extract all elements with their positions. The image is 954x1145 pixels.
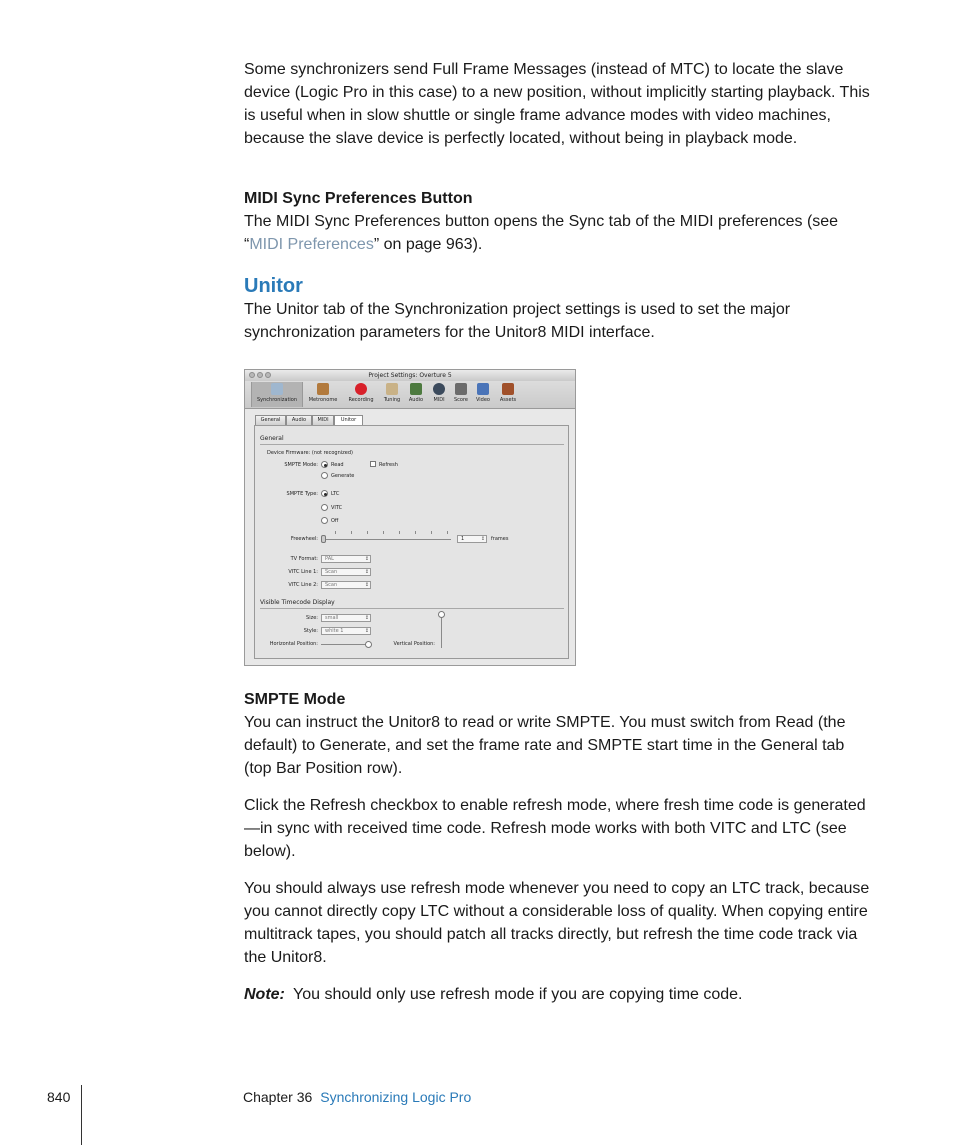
smpte-type-ltc-radio[interactable] xyxy=(321,490,328,497)
footer-divider xyxy=(81,1085,82,1145)
midi-sync-paragraph xyxy=(244,210,874,256)
smpte-mode-generate-radio[interactable] xyxy=(321,472,328,479)
midi-preferences-link[interactable]: MIDI Preferences xyxy=(249,236,374,253)
smpte-mode-read-radio[interactable] xyxy=(321,461,328,468)
smpte-paragraph-1: You can instruct the Unitor8 to read or write SMPTE. You must switch from Read (the default) to Generate, and set the frame rate and SMPTE start time in the General tab (top Bar Position row). xyxy=(244,714,846,777)
freewheel-slider-knob[interactable] xyxy=(321,535,326,543)
tv-format-label: TV Format: xyxy=(290,556,318,562)
tuning-icon xyxy=(386,383,398,395)
smpte-mode-read-label: Read xyxy=(331,462,344,468)
refresh-checkbox[interactable] xyxy=(370,461,376,467)
smpte-type-off-label: Off xyxy=(331,518,339,524)
toolbar-synchronization[interactable]: Synchronization xyxy=(251,382,303,407)
metronome-icon xyxy=(317,383,329,395)
smpte-type-ltc-label: LTC xyxy=(331,491,340,497)
tab-audio[interactable]: Audio xyxy=(286,415,312,426)
smpte-type-off-radio[interactable] xyxy=(321,517,328,524)
vitc-line1-select[interactable]: Scan ↕ xyxy=(321,568,371,576)
toolbar-score[interactable]: Score xyxy=(451,382,471,407)
toolbar-recording[interactable]: Recording xyxy=(344,382,378,407)
midi-icon xyxy=(433,383,445,395)
chapter-label: Chapter 36 xyxy=(243,1089,313,1105)
vitc-line1-label: VITC Line 1: xyxy=(288,569,318,575)
vertical-position-knob[interactable] xyxy=(438,611,445,618)
project-settings-screenshot xyxy=(244,369,576,666)
note-paragraph xyxy=(244,983,874,1006)
vertical-position-label: Vertical Position: xyxy=(393,641,435,647)
freewheel-unit: frames xyxy=(491,536,509,542)
midi-sync-text-after: ” on page 963). xyxy=(373,236,483,253)
freewheel-slider-track[interactable] xyxy=(323,539,451,540)
note-label: Note: xyxy=(244,986,285,1003)
smpte-mode-generate-label: Generate xyxy=(331,473,355,479)
score-icon xyxy=(455,383,467,395)
vitc-line2-label: VITC Line 2: xyxy=(288,582,318,588)
toolbar-assets[interactable]: Assets xyxy=(496,382,520,407)
smpte-mode-heading: SMPTE Mode xyxy=(244,691,346,708)
smpte-paragraph-2: Click the Refresh checkbox to enable refresh mode, where fresh time code is generated—in sync with received time code. Refresh mode works with both VITC and LTC (see below). xyxy=(244,797,866,860)
midi-sync-text-before: The MIDI Sync Preferences button opens the Sync tab of the MIDI preferences (see “ xyxy=(244,213,839,253)
midi-sync-heading: MIDI Sync Preferences Button xyxy=(244,190,473,207)
page-number: 840 xyxy=(47,1089,71,1105)
tab-midi[interactable]: MIDI xyxy=(312,415,334,426)
toolbar-audio[interactable]: Audio xyxy=(406,382,426,407)
window-title: Project Settings: Overture 5 xyxy=(368,372,452,379)
freewheel-label: Freewheel: xyxy=(290,536,318,542)
audio-icon xyxy=(410,383,422,395)
toolbar-tuning[interactable]: Tuning xyxy=(381,382,403,407)
record-icon xyxy=(355,383,367,395)
refresh-label: Refresh xyxy=(379,462,398,468)
visible-timecode-section-title: Visible Timecode Display xyxy=(260,599,335,606)
smpte-type-vitc-label: VITC xyxy=(331,505,343,511)
tab-general[interactable]: General xyxy=(255,415,286,426)
chapter-title-link[interactable]: Synchronizing Logic Pro xyxy=(320,1089,472,1105)
device-firmware-text: Device Firmware: (not recognized) xyxy=(267,450,353,456)
smpte-mode-label: SMPTE Mode: xyxy=(284,462,318,468)
general-section-title: General xyxy=(260,435,284,442)
horizontal-position-label: Horizontal Position: xyxy=(269,641,318,647)
tv-format-select[interactable]: PAL ↕ xyxy=(321,555,371,563)
vertical-position-slider[interactable] xyxy=(441,616,442,648)
section-divider xyxy=(260,608,564,609)
settings-toolbar xyxy=(245,381,575,409)
chapter-footer xyxy=(243,1087,471,1107)
unitor-heading: Unitor xyxy=(244,275,303,297)
unitor-paragraph: The Unitor tab of the Synchronization project settings is used to set the major synchronization parameters for the Unitor8 MIDI interface. xyxy=(244,301,791,341)
toolbar-metronome[interactable]: Metronome xyxy=(306,382,340,407)
size-label: Size: xyxy=(306,615,318,621)
assets-icon xyxy=(502,383,514,395)
horizontal-position-slider[interactable] xyxy=(321,644,367,645)
smpte-paragraph-3: You should always use refresh mode whenever you need to copy an LTC track, because you cannot directly copy LTC without a considerable loss of quality. When copying entire multitrack tapes, you should patch all tracks directly, but refresh the time code track via the Unitor8. xyxy=(244,880,870,966)
note-text: You should only use refresh mode if you are copying time code. xyxy=(293,986,743,1003)
toolbar-video[interactable]: Video xyxy=(473,382,493,407)
section-divider xyxy=(260,444,564,445)
freewheel-value-stepper[interactable]: 1 ↕ xyxy=(457,535,487,543)
tab-unitor[interactable]: Unitor xyxy=(334,415,363,426)
intro-paragraph: Some synchronizers send Full Frame Messages (instead of MTC) to locate the slave device (Logic Pro in this case) to a new position, without implicitly starting playback. This is useful when in slow shuttle or single frame advance modes with video machines, because the slave device is perfectly located, without being in playback mode. xyxy=(244,61,870,147)
smpte-type-label: SMPTE Type: xyxy=(286,491,318,497)
style-select[interactable]: white 1 ↕ xyxy=(321,627,371,635)
vitc-line2-select[interactable]: Scan ↕ xyxy=(321,581,371,589)
unitor-panel xyxy=(254,425,569,659)
smpte-type-vitc-radio[interactable] xyxy=(321,504,328,511)
video-icon xyxy=(477,383,489,395)
toolbar-midi[interactable]: MIDI xyxy=(429,382,449,407)
style-label: Style: xyxy=(303,628,318,634)
synchronization-icon xyxy=(271,383,283,395)
size-select[interactable]: small ↕ xyxy=(321,614,371,622)
horizontal-position-knob[interactable] xyxy=(365,641,372,648)
